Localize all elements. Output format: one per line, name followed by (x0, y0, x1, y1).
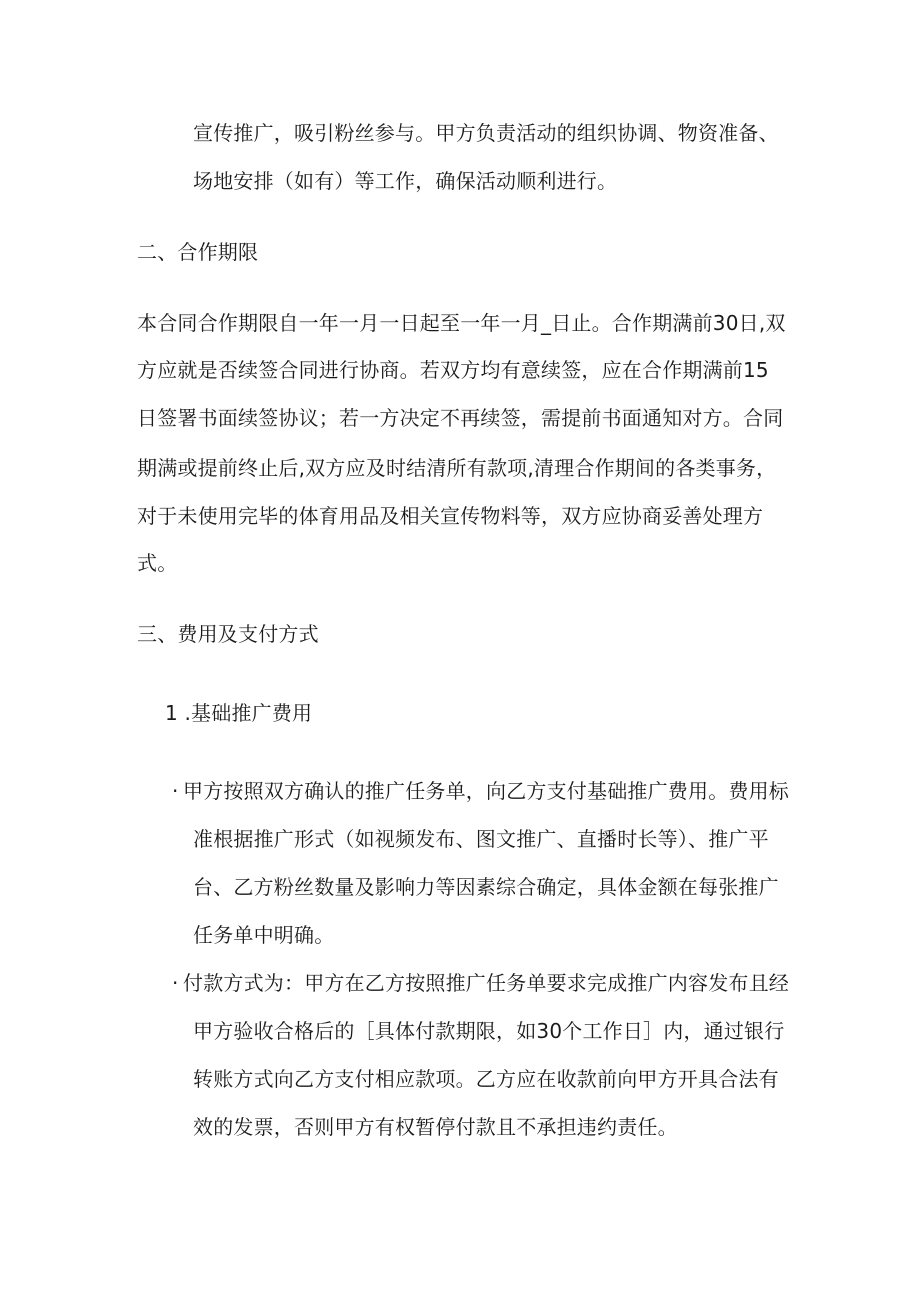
bullet-icon: · (172, 779, 179, 803)
bullet-line: 付款方式为：甲方在乙方按照推广任务单要求完成推广内容发布且经 (183, 971, 789, 995)
subheading-basic-fee: 1 .基础推广费用 (165, 701, 313, 725)
bullet-line: 准根据推广形式（如视频发布、图文推广、直播时长等）、推广平 (193, 827, 769, 851)
section-heading-term: 二、合作期限 (137, 240, 259, 264)
bullet-line: 任务单中明确。 (193, 923, 335, 947)
bullet-line: 甲方按照双方确认的推广任务单，向乙方支付基础推广费用。费用标 (183, 779, 789, 803)
paragraph-line: 对于未使用完毕的体育用品及相关宣传物料等，双方应协商妥善处理方 (137, 504, 764, 528)
section-heading-fees: 三、费用及支付方式 (137, 622, 319, 646)
paragraph-line: 宣传推广，吸引粉丝参与。甲方负责活动的组织协调、物资准备、 (193, 121, 779, 145)
paragraph-line: 本合同合作期限自一年一月一日起至一年一月_日止。合作期满前30日,双 (137, 311, 786, 335)
paragraph-line: 期满或提前终止后,双方应及时结清所有款项,清理合作期间的各类事务， (137, 456, 777, 480)
paragraph-line: 方应就是否续签合同进行协商。若双方均有意续签，应在合作期满前15 (137, 358, 769, 382)
paragraph-line: 场地安排（如有）等工作，确保活动顺利进行。 (193, 169, 618, 193)
paragraph-line: 式。 (137, 551, 178, 575)
bullet-line: 效的发票，否则甲方有权暂停付款且不承担违约责任。 (193, 1115, 678, 1139)
paragraph-line: 日签署书面续签协议；若一方决定不再续签，需提前书面通知对方。合同 (137, 406, 784, 430)
bullet-line: 甲方验收合格后的［具体付款期限，如30个工作日］内，通过银行 (193, 1019, 785, 1043)
bullet-line: 台、乙方粉丝数量及影响力等因素综合确定，具体金额在每张推广 (193, 875, 779, 899)
bullet-line: 转账方式向乙方支付相应款项。乙方应在收款前向甲方开具合法有 (193, 1067, 779, 1091)
bullet-icon: · (172, 971, 179, 995)
